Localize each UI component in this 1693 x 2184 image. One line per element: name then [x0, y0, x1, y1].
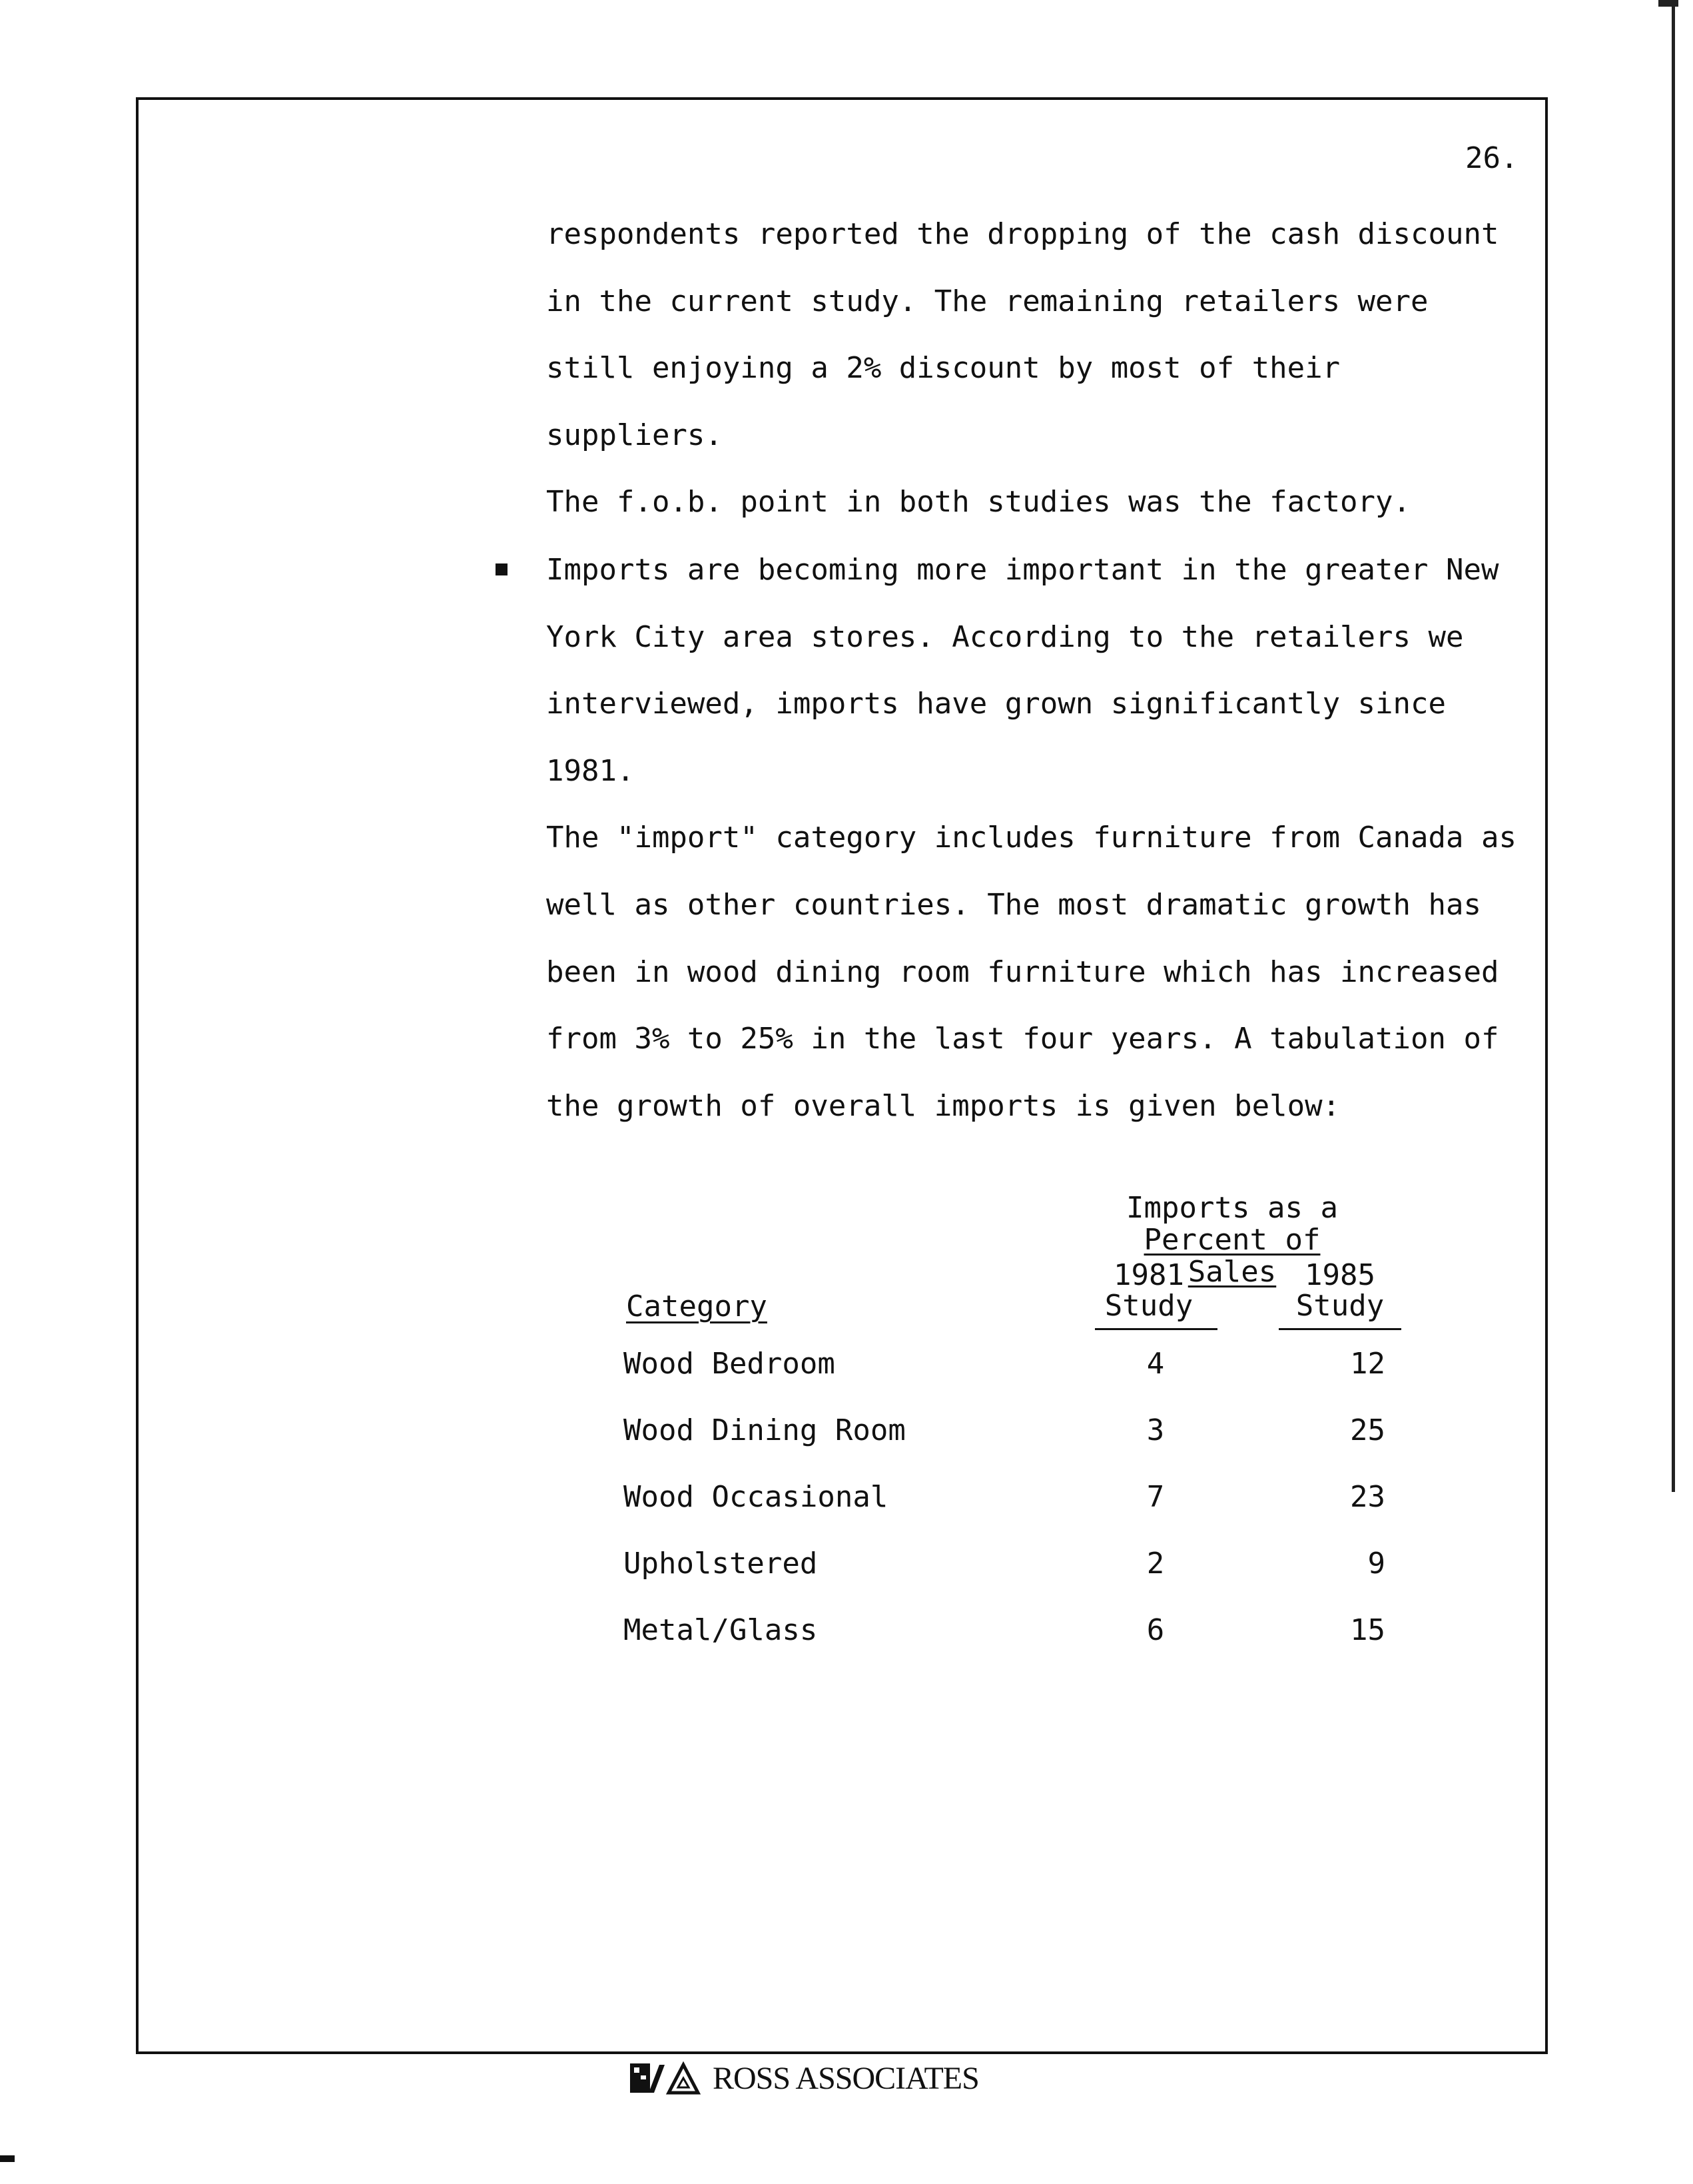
paragraph-imports: Imports are becoming more important in the greater New York City area stores. According to the retailers we interviewed, imports have grown significantly since 1981. The "import" category includes furniture from Canada as well as other countries. The most dramatic growth has been in wood dining room furniture which has increased from 3% to 25% in the last four years. A tabulation of the growth of overall imports is given below:: [546, 553, 1517, 1123]
bullet-icon: [496, 563, 508, 575]
table-row: [0, 1413, 1693, 1453]
column-rule-1985: [1279, 1328, 1401, 1330]
table-group-header-line2: Percent of Sales: [1144, 1223, 1321, 1289]
column-header-1981: [1092, 1260, 1205, 1321]
column-header-1981-year: 1981: [1114, 1258, 1184, 1292]
column-header-1985: [1279, 1260, 1401, 1321]
row-category: Wood Dining Room: [623, 1413, 906, 1447]
row-value-1981: 7: [1146, 1480, 1165, 1514]
table-row: [0, 1480, 1693, 1520]
row-value-1985: 12: [1350, 1347, 1385, 1381]
row-value-1985: 9: [1367, 1547, 1385, 1581]
scan-edge-line: [1672, 0, 1675, 1492]
column-header-category: Category: [626, 1289, 767, 1323]
column-header-1985-label: Study: [1295, 1289, 1385, 1323]
row-value-1985: 15: [1350, 1613, 1385, 1647]
row-category: Wood Bedroom: [623, 1347, 835, 1381]
page-number: 26.: [1465, 141, 1519, 175]
table-row: [0, 1347, 1693, 1387]
table-row: [0, 1613, 1693, 1653]
row-value-1985: 23: [1350, 1480, 1385, 1514]
company-name: ROSS ASSOCIATES: [713, 2060, 979, 2096]
table-group-header-line1: Imports as a: [1126, 1191, 1338, 1225]
row-value-1981: 4: [1146, 1347, 1165, 1381]
scan-corner-mark: [0, 2155, 15, 2162]
ross-associates-logo-icon: [629, 2059, 709, 2097]
scan-edge-tick: [1658, 0, 1678, 7]
row-value-1981: 3: [1146, 1413, 1165, 1447]
row-category: Wood Occasional: [623, 1480, 888, 1514]
table-row: [0, 1547, 1693, 1587]
row-value-1981: 6: [1146, 1613, 1165, 1647]
row-value-1981: 2: [1146, 1547, 1165, 1581]
row-category: Metal/Glass: [623, 1613, 818, 1647]
column-header-1981-label: Study: [1104, 1289, 1193, 1323]
column-header-1985-year: 1985: [1305, 1258, 1375, 1292]
footer: [629, 2058, 979, 2098]
column-rule-1981: [1095, 1328, 1217, 1330]
row-category: Upholstered: [623, 1547, 818, 1581]
paragraph-cash-discount: respondents reported the dropping of the cash discount in the current study. The remaining retailers were still enjoying a 2% discount by most of their suppliers. The f.o.b. point in both studies was the factory.: [546, 217, 1499, 520]
row-value-1985: 25: [1350, 1413, 1385, 1447]
